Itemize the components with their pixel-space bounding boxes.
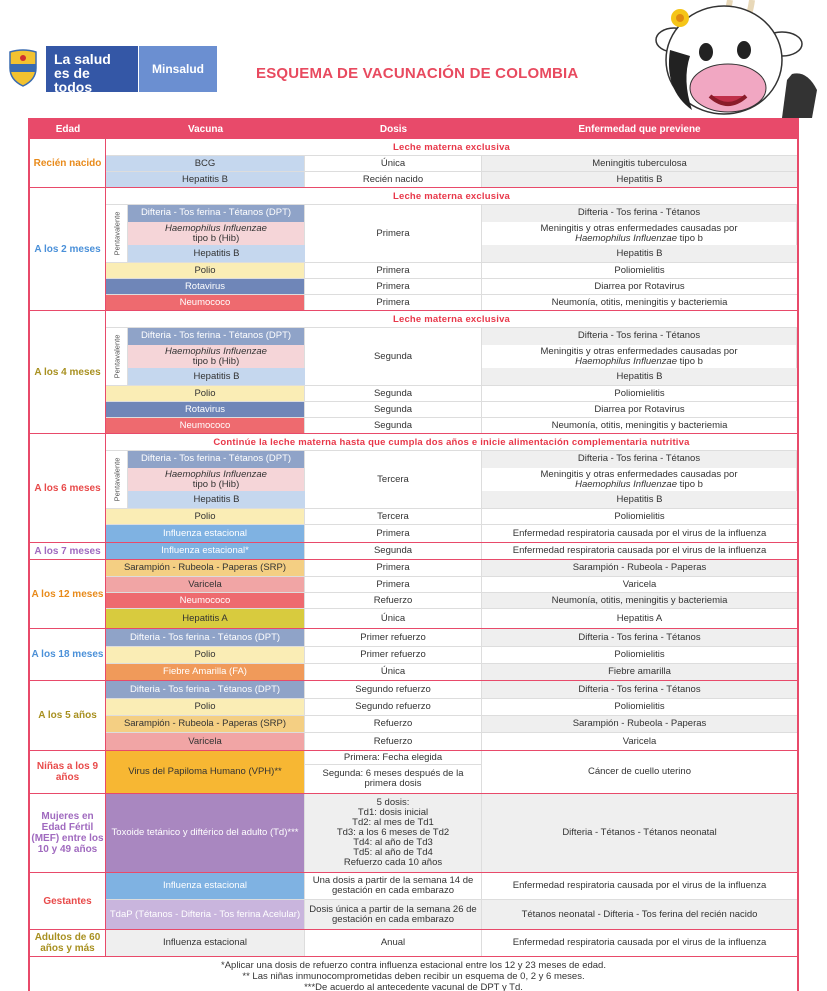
- dose: Segunda: [305, 543, 482, 559]
- dose: Refuerzo: [305, 716, 482, 732]
- disease: Difteria - Tétanos - Tétanos neonatal: [482, 794, 797, 872]
- coat-of-arms-icon: [6, 48, 40, 88]
- age-label: Adultos de 60 años y más: [30, 930, 106, 956]
- pentavalente-label: Pentavalente: [106, 451, 128, 508]
- vaccine: Influenza estacional: [106, 525, 305, 542]
- group-6-months: [30, 433, 797, 542]
- dose: Primera: [305, 263, 482, 278]
- vaccine: BCG: [106, 156, 305, 171]
- dose: Tercera: [305, 509, 482, 524]
- vaccine: Influenza estacional*: [106, 543, 305, 559]
- age-label: A los 6 meses: [30, 434, 106, 542]
- vaccine: Fiebre Amarilla (FA): [106, 664, 305, 680]
- vaccine: Toxoide tetánico y diftérico del adulto (Td)***: [106, 794, 305, 872]
- age-label: Mujeres en Edad Fértil (MEF) entre los 10 y 49 años: [30, 794, 106, 872]
- dose: Primera: [305, 525, 482, 542]
- disease: Poliomielitis: [614, 387, 665, 399]
- disease: Hepatitis B: [616, 370, 663, 382]
- dose: Dosis única a partir de la semana 26 de gestación en cada embarazo: [305, 900, 482, 929]
- dose: Segundo refuerzo: [305, 681, 482, 698]
- disease: Difteria - Tos ferina - Tétanos: [482, 205, 797, 222]
- group-pregnant: [30, 872, 797, 929]
- group-5-years: [30, 680, 797, 750]
- disease: Difteria - Tos ferina - Tétanos: [482, 451, 797, 468]
- group-18-months: [30, 628, 797, 680]
- disease: Neumonía, otitis, meningitis y bacteriemia: [551, 419, 728, 431]
- vaccine: Haemophilus Influenzae tipo b (Hib): [128, 345, 305, 369]
- col-disease: Enfermedad que previene: [482, 120, 797, 138]
- dose: Refuerzo: [305, 593, 482, 608]
- table-header-row: [30, 120, 797, 138]
- vaccine: Haemophilus Influenzae tipo b (Hib): [128, 222, 305, 246]
- dose: Refuerzo: [305, 733, 482, 750]
- vaccine: Varicela: [106, 733, 305, 750]
- disease: Sarampión - Rubeola - Paperas: [482, 560, 797, 576]
- note: Leche materna exclusiva: [392, 141, 511, 153]
- disease: Varicela: [622, 735, 657, 747]
- disease: Poliomielitis: [614, 649, 665, 660]
- disease: Enfermedad respiratoria causada por el virus de la influenza: [512, 527, 767, 539]
- disease: Poliomielitis: [614, 264, 665, 276]
- dose: Segunda: [305, 328, 482, 385]
- logo-text: La salud es de todos: [46, 46, 138, 92]
- note: Continúe la leche materna hasta que cumpla dos años e inicie alimentación complementaria nutritiva: [213, 436, 690, 448]
- vaccine: Varicela: [106, 577, 305, 592]
- vaccine: Rotavirus: [106, 402, 305, 417]
- group-mef: [30, 793, 797, 872]
- vaccine: Polio: [106, 509, 305, 524]
- disease: Cáncer de cuello uterino: [588, 766, 691, 777]
- vaccine: Difteria - Tos ferina - Tétanos (DPT): [106, 681, 305, 698]
- age-label: A los 12 meses: [30, 560, 106, 628]
- col-vaccine: Vacuna: [106, 120, 305, 138]
- vaccine: Difteria - Tos ferina - Tétanos (DPT): [106, 629, 305, 646]
- vaccine: Hepatitis B: [128, 245, 305, 262]
- group-girls-9: [30, 750, 797, 793]
- dose: Primera: [305, 295, 482, 310]
- age-label: Gestantes: [30, 873, 106, 929]
- pentavalente-label: Pentavalente: [106, 205, 128, 262]
- vaccine: Neumococo: [106, 418, 305, 433]
- dose: 5 dosis: Td1: dosis inicial Td2: al mes de Td1 Td3: a los 6 meses de Td2 Td4: al año de Td3 Td5: al año de Td4 Refuerzo cada 10 años: [305, 794, 482, 872]
- disease: Poliomielitis: [614, 701, 665, 712]
- age-label: A los 5 años: [30, 681, 106, 750]
- dose: Primer refuerzo: [305, 629, 482, 646]
- dose: Primera: [305, 205, 482, 262]
- dose: Primer refuerzo: [305, 647, 482, 663]
- note: Leche materna exclusiva: [392, 190, 511, 202]
- age-label: Recién nacido: [30, 139, 106, 187]
- disease: Fiebre amarilla: [482, 664, 797, 680]
- disease: Meningitis tuberculosa: [482, 156, 797, 171]
- group-newborn: [30, 138, 797, 187]
- dose: Recién nacido: [305, 172, 482, 187]
- disease: Meningitis y otras enfermedades causadas por Haemophilus Influenzae tipo b: [482, 468, 797, 492]
- disease: Meningitis y otras enfermedades causadas por Haemophilus Influenzae tipo b: [482, 222, 797, 246]
- page-title: ESQUEMA DE VACUNACIÓN DE COLOMBIA: [256, 65, 579, 82]
- disease: Enfermedad respiratoria causada por el virus de la influenza: [512, 937, 767, 948]
- group-7-months: [30, 542, 797, 559]
- vaccine: Polio: [106, 647, 305, 663]
- col-dose: Dosis: [305, 120, 482, 138]
- vaccine: Hepatitis A: [106, 609, 305, 628]
- age-label: A los 2 meses: [30, 188, 106, 310]
- disease: Tétanos neonatal - Difteria - Tos ferina del recién nacido: [482, 900, 797, 929]
- disease: Difteria - Tos ferina - Tétanos: [482, 328, 797, 345]
- age-label: A los 4 meses: [30, 311, 106, 433]
- header: [0, 0, 827, 118]
- vaccine: Haemophilus Influenzae tipo b (Hib): [128, 468, 305, 492]
- vaccine: Neumococo: [106, 593, 305, 608]
- minsalud-logo: Minsalud: [139, 46, 217, 92]
- dose: Segunda: [305, 418, 482, 433]
- vaccine: Hepatitis B: [128, 368, 305, 385]
- vaccine: Difteria - Tos ferina - Tétanos (DPT): [128, 451, 305, 468]
- note: Leche materna exclusiva: [392, 313, 511, 325]
- group-12-months: [30, 559, 797, 628]
- vaccine: Polio: [106, 263, 305, 278]
- dose: Primera: Fecha elegida: [305, 751, 481, 765]
- footnotes: *Aplicar una dosis de refuerzo contra influenza estacional entre los 12 y 23 meses de edad. ** Las niñas inmunocomprometidas deben recibir un esquema de 0, 2 y 6 meses. ***De acuerdo al antecedente vacunal de DPT y Td.: [30, 956, 797, 991]
- vaccine: Rotavirus: [106, 279, 305, 294]
- disease: Diarrea por Rotavirus: [594, 280, 685, 292]
- dose: Primera: [305, 577, 482, 592]
- dose: Primera: [305, 560, 482, 576]
- age-label: A los 7 meses: [30, 543, 106, 559]
- vaccine: Hepatitis B: [128, 491, 305, 508]
- vaccine: TdaP (Tétanos - Difteria - Tos ferina Acelular): [106, 900, 305, 929]
- group-2-months: [30, 187, 797, 310]
- disease: Enfermedad respiratoria causada por el virus de la influenza: [512, 545, 767, 556]
- dose: Anual: [305, 930, 482, 956]
- disease: Hepatitis B: [616, 247, 663, 259]
- dose: Una dosis a partir de la semana 14 de gestación en cada embarazo: [305, 873, 482, 899]
- vaccine: Sarampión - Rubeola - Paperas (SRP): [106, 716, 305, 732]
- dose: Tercera: [305, 451, 482, 508]
- dose: Única: [305, 156, 482, 171]
- dose: Segunda: [305, 386, 482, 401]
- vaccine: Influenza estacional: [106, 873, 305, 899]
- vaccine: Virus del Papiloma Humano (VPH)**: [106, 751, 305, 793]
- age-label: Niñas a los 9 años: [30, 751, 106, 793]
- vaccine: Polio: [106, 699, 305, 715]
- group-4-months: [30, 310, 797, 433]
- dose: Única: [305, 609, 482, 628]
- dose: Segunda: [305, 402, 482, 417]
- dose: Única: [305, 664, 482, 680]
- vaccine: Hepatitis B: [106, 172, 305, 187]
- col-age: Edad: [30, 120, 106, 138]
- vaccine: Polio: [106, 386, 305, 401]
- disease: Neumonía, otitis, meningitis y bacteriemia: [551, 296, 728, 308]
- dose: Primera: [305, 279, 482, 294]
- cow-mascot-icon: [612, 0, 827, 118]
- disease: Hepatitis B: [482, 172, 797, 187]
- vaccine: Influenza estacional: [106, 930, 305, 956]
- pentavalente-label: Pentavalente: [106, 328, 128, 385]
- disease: Hepatitis B: [616, 493, 663, 505]
- disease: Hepatitis A: [616, 612, 663, 624]
- vaccine: Sarampión - Rubeola - Paperas (SRP): [106, 560, 305, 576]
- disease: Enfermedad respiratoria causada por el virus de la influenza: [512, 880, 767, 891]
- group-adults-60: [30, 929, 797, 956]
- vaccination-table: [28, 118, 799, 991]
- disease: Difteria - Tos ferina - Tétanos: [482, 629, 797, 646]
- disease: Difteria - Tos ferina - Tétanos: [482, 681, 797, 698]
- disease: Meningitis y otras enfermedades causadas por Haemophilus Influenzae tipo b: [482, 345, 797, 369]
- vaccine: Neumococo: [106, 295, 305, 310]
- vaccine: Difteria - Tos ferina - Tétanos (DPT): [128, 328, 305, 345]
- disease: Neumonía, otitis, meningitis y bacteriemia: [482, 593, 797, 608]
- vaccine: Difteria - Tos ferina - Tétanos (DPT): [128, 205, 305, 222]
- disease: Varicela: [622, 578, 657, 590]
- age-label: A los 18 meses: [30, 629, 106, 680]
- disease: Sarampión - Rubeola - Paperas: [482, 716, 797, 732]
- dose: Segundo refuerzo: [305, 699, 482, 715]
- disease: Poliomielitis: [614, 510, 665, 522]
- disease: Diarrea por Rotavirus: [594, 403, 685, 415]
- dose: Segunda: 6 meses después de la primera dosis: [322, 768, 464, 789]
